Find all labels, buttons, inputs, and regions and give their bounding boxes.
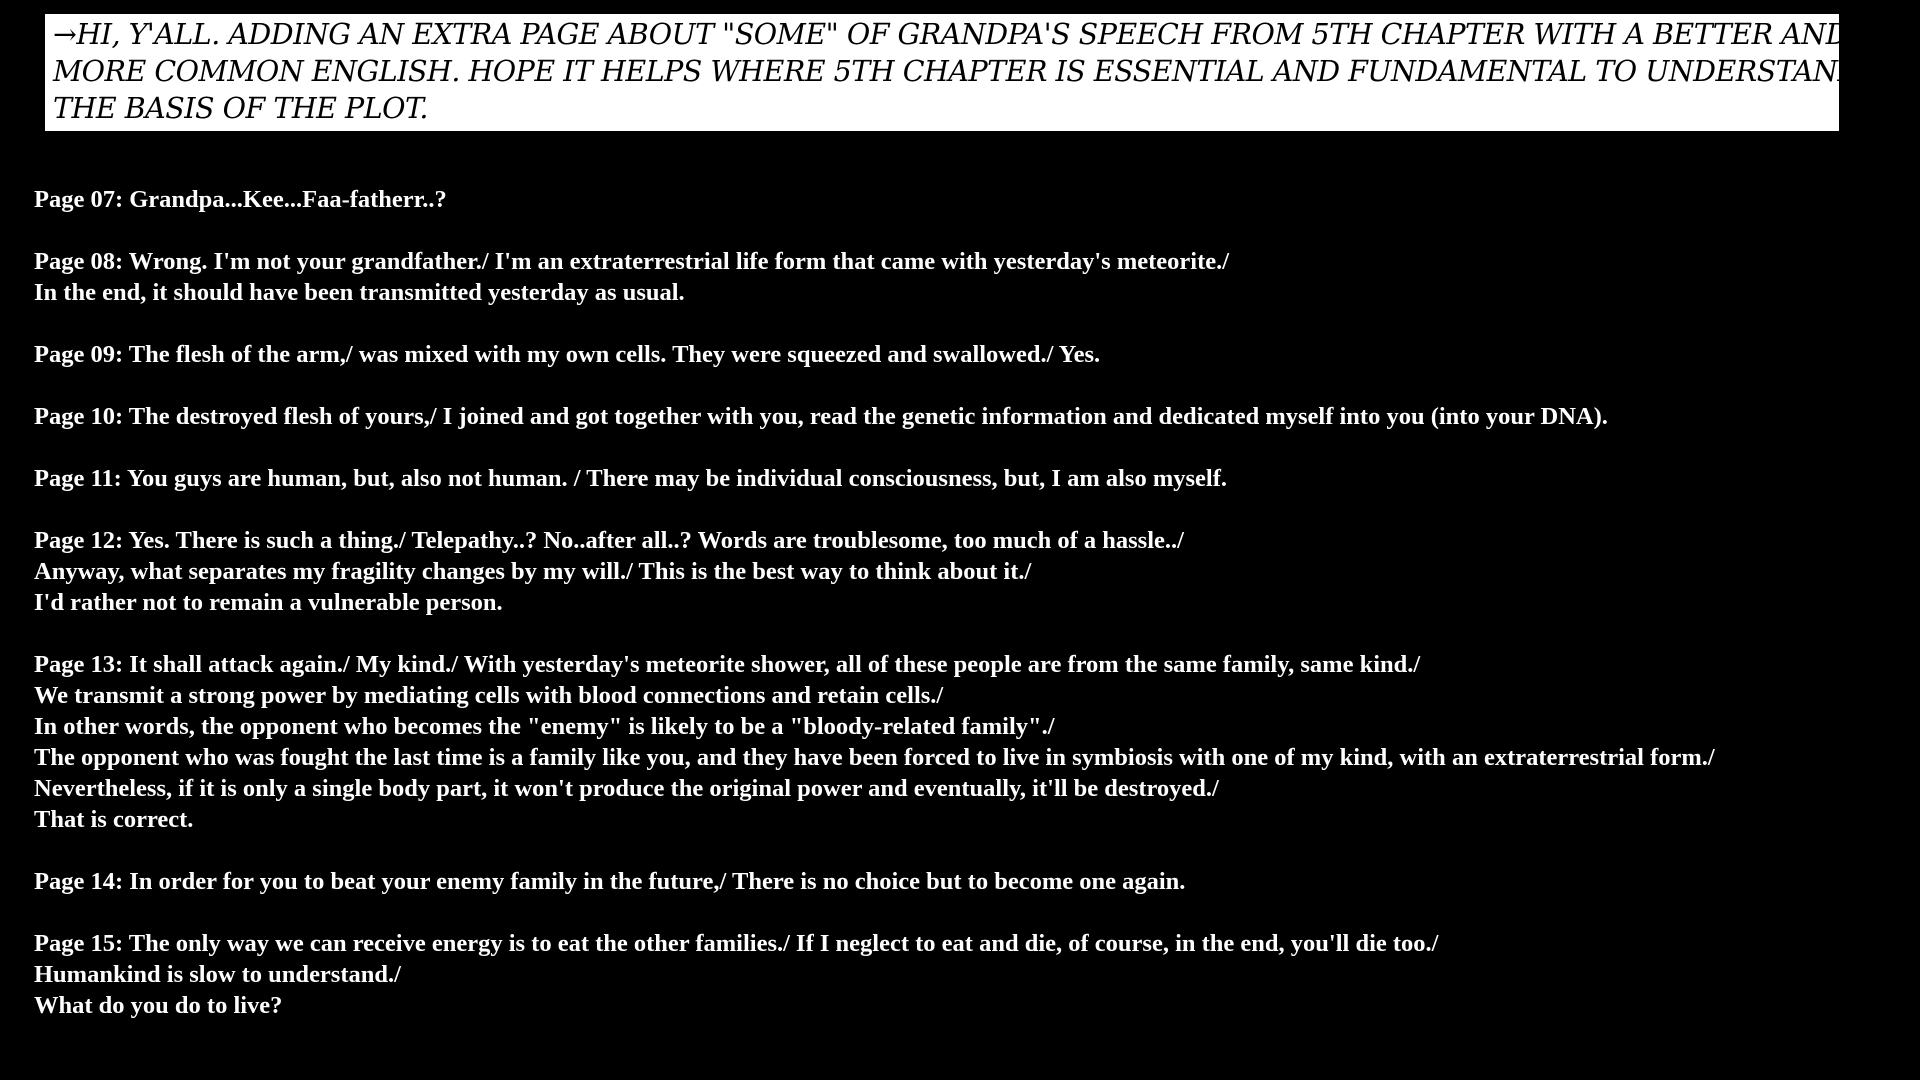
dialogue-line: What do you do to live? — [34, 992, 283, 1019]
dialogue-line: Page 10: The destroyed flesh of yours,/ I joined and got together with you, read the genetic information and dedicated myself into you (into your DNA). — [34, 403, 1608, 430]
page-entry — [34, 525, 1914, 618]
dialogue-line: In the end, it should have been transmitted yesterday as usual. — [34, 279, 685, 306]
dialogue-line: Page 14: In order for you to beat your enemy family in the future,/ There is no choice but to become one again. — [34, 868, 1186, 895]
page-entry — [34, 649, 1914, 835]
dialogue-line: Page 12: Yes. There is such a thing./ Telepathy..? No..after all..? Words are troublesome, too much of a hassle../ — [34, 527, 1184, 554]
dialogue-line: Page 07: Grandpa...Kee...Faa-fatherr..? — [34, 186, 447, 213]
translator-note-banner — [45, 14, 1860, 131]
dialogue-line: In other words, the opponent who becomes the "enemy" is likely to be a "bloody-related family"./ — [34, 713, 1055, 740]
dialogue-line: Page 09: The flesh of the arm,/ was mixed with my own cells. They were squeezed and swallowed./ Yes. — [34, 341, 1101, 368]
dialogue-line: Page 15: The only way we can receive energy is to eat the other families./ If I neglect to eat and die, of course, in the end, you'll die too./ — [34, 930, 1439, 957]
dialogue-line: The opponent who was fought the last time is a family like you, and they have been forced to live in symbiosis with one of my kind, with an extraterrestrial form./ — [34, 744, 1715, 771]
dialogue-line: Page 11: You guys are human, but, also not human. / There may be individual consciousness, but, I am also myself. — [34, 465, 1227, 492]
dialogue-line: I'd rather not to remain a vulnerable person. — [34, 589, 503, 616]
dialogue-line: Nevertheless, if it is only a single body part, it won't produce the original power and eventually, it'll be destroyed./ — [34, 775, 1219, 802]
page-entry — [34, 463, 1914, 494]
page-entry — [34, 866, 1914, 897]
page-entry — [34, 928, 1914, 1021]
page-entry — [34, 246, 1914, 308]
page-entry — [34, 184, 1914, 215]
dialogue-line: Page 13: It shall attack again./ My kind./ With yesterday's meteorite shower, all of these people are from the same family, same kind./ — [34, 651, 1421, 678]
dialogue-line: Humankind is slow to understand./ — [34, 961, 401, 988]
dialogue-transcript — [34, 184, 1914, 1052]
banner-line: THE BASIS OF THE PLOT. — [53, 92, 428, 125]
dialogue-line: That is correct. — [34, 806, 194, 833]
page-entry — [34, 401, 1914, 432]
dialogue-line: We transmit a strong power by mediating cells with blood connections and retain cells./ — [34, 682, 944, 709]
dialogue-line: Anyway, what separates my fragility changes by my will./ This is the best way to think about it./ — [34, 558, 1032, 585]
banner-line: MORE COMMON ENGLISH. HOPE IT HELPS WHERE 5TH CHAPTER IS ESSENTIAL AND FUNDAMENTAL TO UNDERSTAND — [53, 55, 1860, 88]
banner-line: →HI, Y'ALL. ADDING AN EXTRA PAGE ABOUT "SOME" OF GRANDPA'S SPEECH FROM 5TH CHAPTER WITH A BETTER AND — [53, 18, 1848, 51]
page-entry — [34, 339, 1914, 370]
dialogue-line: Page 08: Wrong. I'm not your grandfather./ I'm an extraterrestrial life form that came with yesterday's meteorite./ — [34, 248, 1230, 275]
